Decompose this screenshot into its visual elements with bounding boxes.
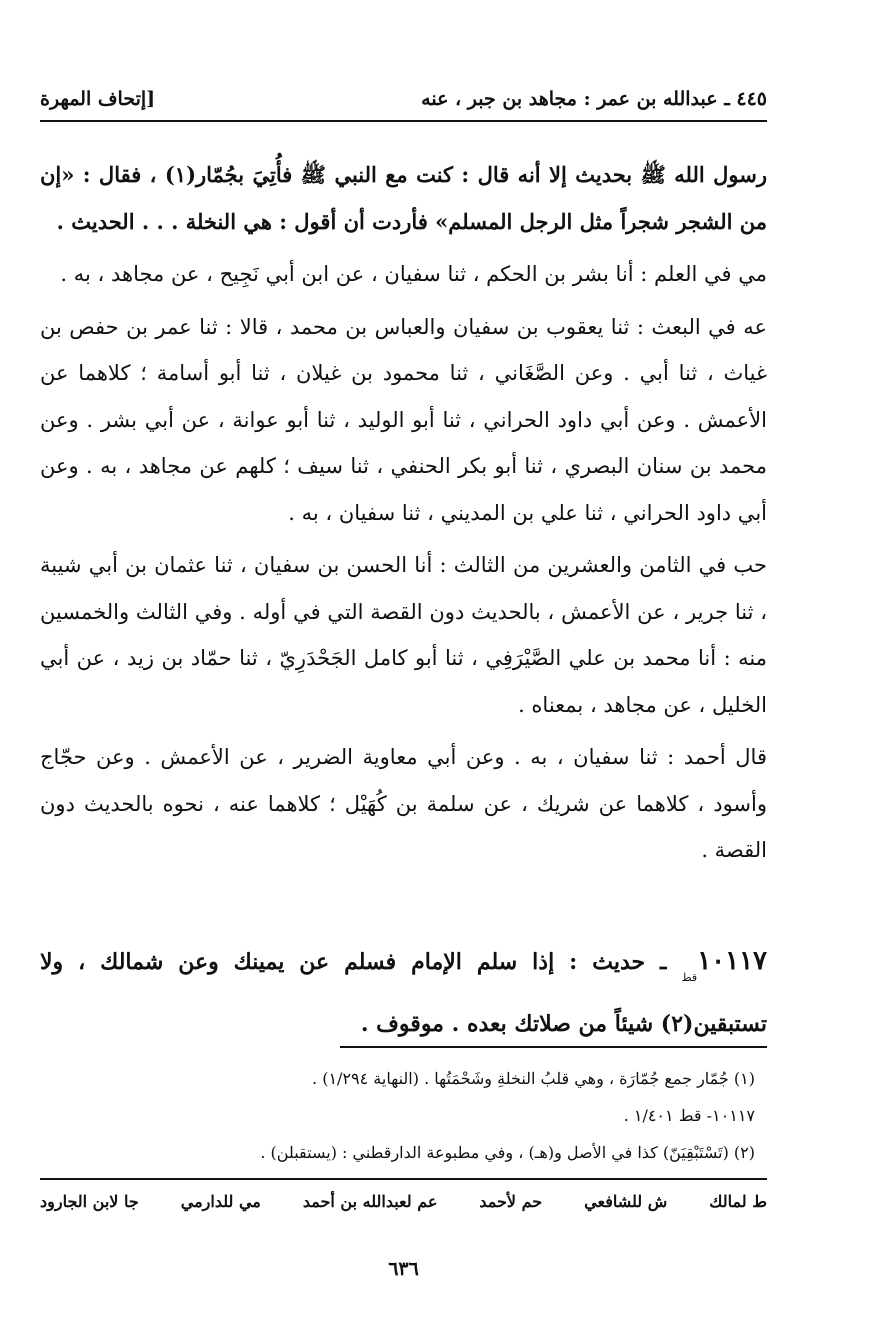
page-number: ٦٣٦ xyxy=(388,1258,419,1280)
paragraph-ibn-hibban: حب في الثامن والعشرين من الثالث : أنا الحسن بن سفيان ، ثنا عثمان بن أبي شيبة ، ثنا جرير ، عن الأعمش ، بالحديث دون القصة التي في أوله . وفي الثالث والخمسين منه : أنا محمد بن علي الصَّيْرَفِي ، ثنا أبو كامل الجَحْدَرِيّ ، ثنا حمّاد بن زيد ، عن أبي الخليل ، عن مجاهد ، بمعناه . xyxy=(40,553,767,717)
hadith-source-marker: قط xyxy=(681,971,698,984)
abbreviation-item: حم لأحمد xyxy=(479,1192,543,1211)
paragraph-ahmad: قال أحمد : ثنا سفيان ، به . وعن أبي معاوية الضرير ، عن الأعمش . وعن حجّاج وأسود ، كلاهما عن شريك ، عن سلمة بن كُهَيْل ؛ كلاهما عنه ، نحوه بالحديث دون القصة . xyxy=(40,745,767,862)
paragraph-abu-awana: عه في البعث : ثنا يعقوب بن سفيان والعباس بن محمد ، قالا : ثنا عمر بن حفص بن غياث ، ثنا أبي . وعن الصَّغَاني ، ثنا محمود بن غيلان ، ثنا أبو أسامة ؛ كلاهما عن الأعمش . وعن أبي داود الحراني ، ثنا أبو الوليد ، ثنا أبو عوانة ، عن أبي بشر . وعن محمد بن سنان البصري ، ثنا أبو بكر الحنفي ، ثنا سيف ؛ كلهم عن مجاهد ، به . وعن أبي داود الحراني ، ثنا علي بن المديني ، ثنا سفيان ، به . xyxy=(40,314,767,525)
footnote-reference: ١٠١١٧- قط ١/٤٠١ . xyxy=(623,1106,755,1125)
abbreviations-divider xyxy=(40,1178,767,1180)
abbreviation-item: عم لعبدالله بن أحمد xyxy=(302,1192,438,1211)
footnote-2: (٢) (تَسْتَبْقِيَنّ) كذا في الأصل و(هـ) ، وفي مطبوعة الدارقطني : (يستقبلن) . xyxy=(260,1143,755,1162)
paragraph-hadith-continuation: رسول الله ﷺ بحديث إلا أنه قال : كنت مع النبي ﷺ فأُتِيَ بجُمّار(١) ، فقال : «إن من الشجر شجراً مثل الرجل المسلم» فأردت أن أقول : هي النخلة . . . الحديث . xyxy=(40,162,767,234)
footnote-divider xyxy=(340,1046,767,1048)
footnote-1: (١) جُمّار جمع جُمّارَة ، وهي قلبُ النخلةِ وشَحْمَتُها . (النهاية ١/٢٩٤) . xyxy=(312,1069,755,1088)
hadith-number: ١٠١١٧ xyxy=(697,946,768,976)
hadith-text: ـ حديث : إذا سلم الإمام فسلم عن يمينك وعن شمالك ، ولا تستبقين(٢) شيئاً من صلاتك بعده . موقوف . xyxy=(40,949,767,1037)
hadith-entry xyxy=(40,938,767,1047)
header-title: ٤٤٥ ـ عبدالله بن عمر : مجاهد بن جبر ، عنه xyxy=(421,88,767,110)
abbreviation-item: مي للدارمي xyxy=(180,1192,261,1211)
header-book-name: [إتحاف المهرة xyxy=(40,88,156,110)
abbreviations-legend xyxy=(40,1192,767,1211)
footnotes xyxy=(40,1060,755,1171)
running-header xyxy=(40,86,767,122)
abbreviation-item: ط لمالك xyxy=(709,1192,767,1211)
main-text xyxy=(40,152,767,880)
abbreviation-item: ش للشافعي xyxy=(584,1192,668,1211)
paragraph-darimi: مي في العلم : أنا بشر بن الحكم ، ثنا سفيان ، عن ابن أبي نَجِيح ، عن مجاهد ، به . xyxy=(60,262,767,286)
abbreviation-item: جا لابن الجارود xyxy=(40,1192,139,1211)
